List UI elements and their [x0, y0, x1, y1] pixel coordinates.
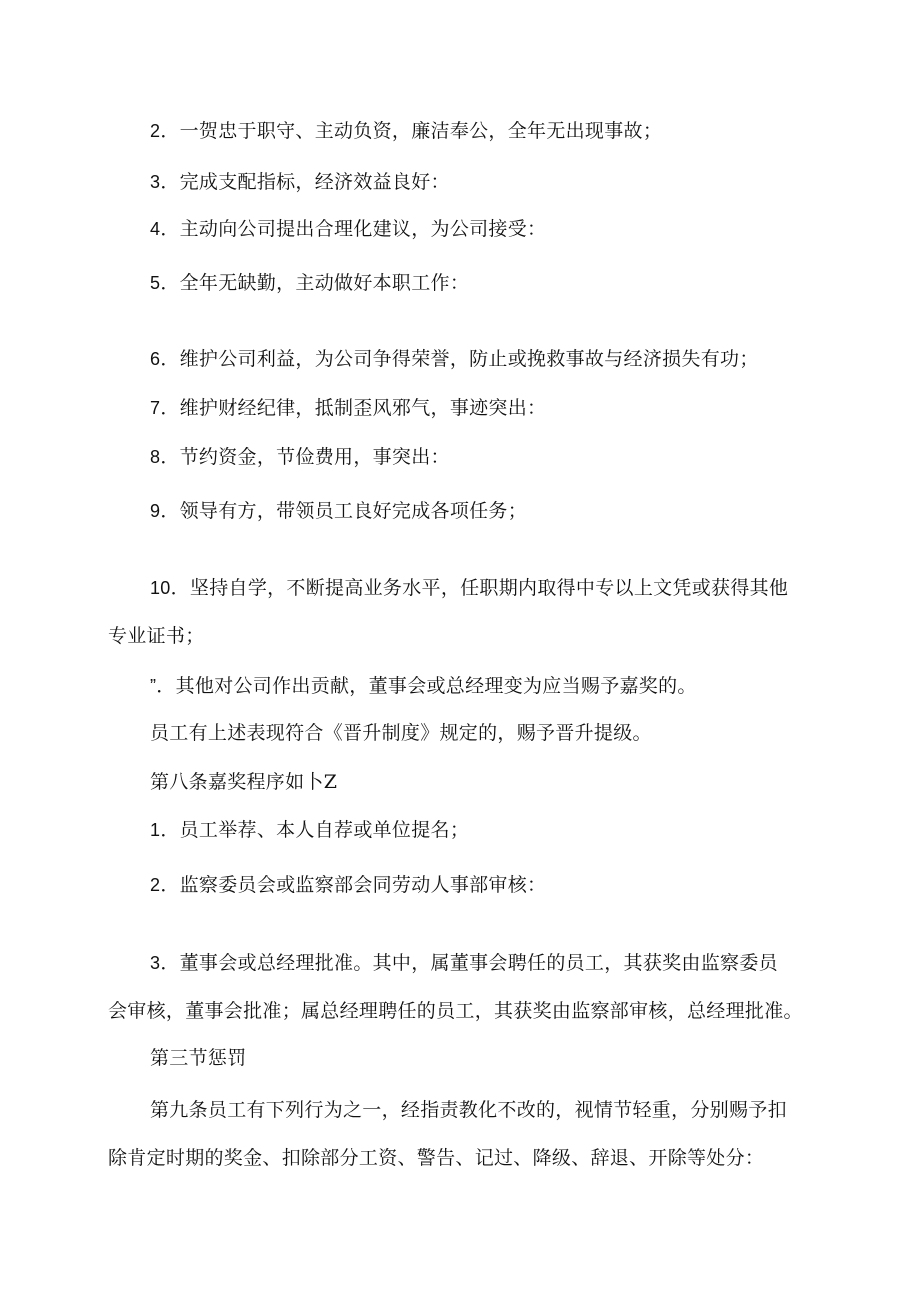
item-text: ．员工举荐、本人自荐或单位提名； [160, 819, 470, 841]
item-text: ．完成支配指标，经济效益良好： [160, 171, 450, 193]
section-heading [150, 1046, 247, 1070]
list-item [150, 576, 788, 600]
item-text: ．监察委员会或监察部会同劳动人事部审核： [160, 874, 547, 896]
heading-text: 第八条嘉奖程序如卜Z [150, 771, 338, 793]
article-heading [150, 770, 337, 794]
continuation-line [108, 624, 205, 648]
item-number: 10 [150, 578, 171, 598]
item-number: 8 [150, 447, 161, 467]
item-number: 4 [150, 219, 161, 239]
item-text: ．节约资金，节俭费用，事突出： [160, 446, 450, 468]
item-number: 9 [150, 501, 161, 521]
item-text: ．其他对公司作出贡献，董事会或总经理变为应当赐予嘉奖的。 [156, 675, 697, 697]
list-item [150, 170, 450, 194]
list-item [150, 271, 469, 295]
list-item [150, 499, 527, 523]
list-item [150, 818, 469, 842]
item-number: 5 [150, 273, 161, 293]
paragraph-text: 第九条员工有下列行为之一，经指责教化不改的，视情节轻重，分别赐予扣 [150, 1099, 787, 1121]
item-text: ．维护财经纪律，抵制歪风邪气，事迹突出： [160, 397, 547, 419]
list-item [150, 674, 697, 698]
item-text: ．坚持自学，不断提高业务水平，任职期内取得中专以上文凭或获得其他 [170, 577, 789, 599]
heading-text: 第三节惩罚 [150, 1047, 247, 1069]
paragraph-text: 除肯定时期的奖金、扣除部分工资、警告、记过、降级、辞退、开除等处分： [108, 1147, 765, 1169]
continuation-line [108, 1146, 764, 1170]
item-text: ．一贺忠于职守、主动负资，廉洁奉公，全年无出现事故； [160, 120, 663, 142]
item-number: 6 [150, 349, 161, 369]
item-text: ．董事会或总经理批准。其中，属董事会聘任的员工，其获奖由监察委员 [160, 952, 778, 974]
list-item [150, 445, 450, 469]
list-item [150, 347, 759, 371]
item-text: 专业证书； [108, 625, 205, 647]
continuation-line [108, 999, 803, 1023]
paragraph-text: 员工有上述表现符合《晋升制度》规定的，赐予晋升提级。 [150, 722, 652, 744]
list-item [150, 873, 546, 897]
paragraph [150, 1098, 787, 1122]
item-number: 1 [150, 820, 161, 840]
item-text: ．全年无缺勤，主动做好本职工作： [160, 272, 470, 294]
item-number: 7 [150, 398, 161, 418]
item-number: 2 [150, 875, 161, 895]
list-item [150, 217, 546, 241]
item-number: 3 [150, 172, 161, 192]
item-text: 会审核，董事会批准；属总经理聘任的员工，其获奖由监察部审核，总经理批准。 [108, 1000, 803, 1022]
item-text: ．领导有方，带领员工良好完成各项任务； [160, 500, 528, 522]
item-number: 3 [150, 953, 161, 973]
paragraph [150, 721, 652, 745]
list-item [150, 396, 546, 420]
list-item [150, 951, 778, 975]
list-item [150, 119, 662, 143]
item-number: 2 [150, 121, 161, 141]
item-text: ．主动向公司提出合理化建议，为公司接受： [160, 218, 547, 240]
item-number: ” [150, 676, 157, 696]
item-text: ．维护公司利益，为公司争得荣誉，防止或挽救事故与经济损失有功； [160, 348, 759, 370]
